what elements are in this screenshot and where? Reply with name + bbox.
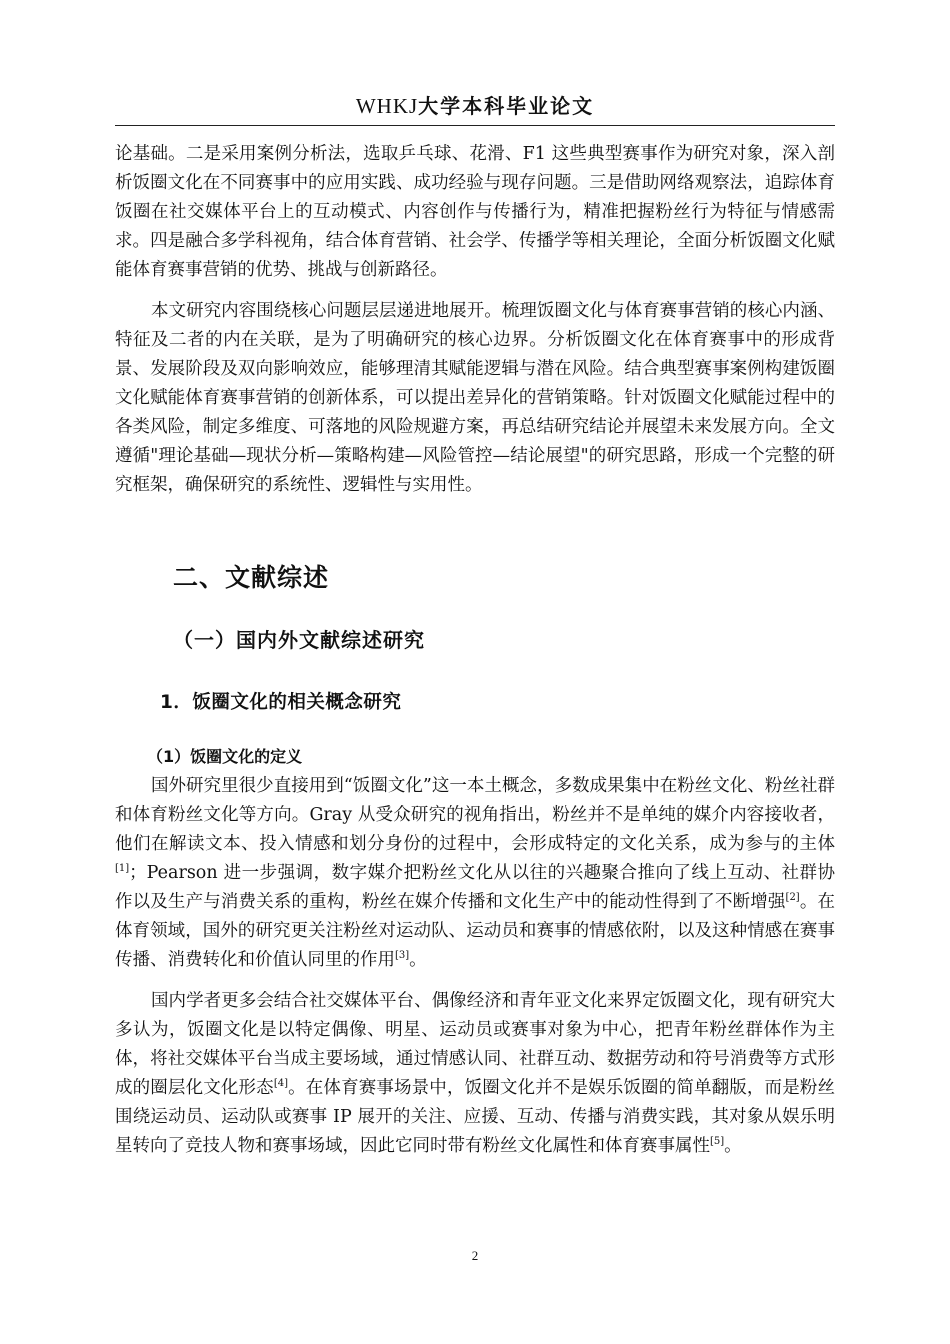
header-divider bbox=[115, 125, 835, 126]
chapter-heading: 二、文献综述 bbox=[173, 563, 330, 592]
header-thesis-title: 大学本科毕业论文 bbox=[418, 94, 595, 118]
citation-ref: [4] bbox=[273, 1078, 288, 1090]
citation-ref: [5] bbox=[710, 1136, 725, 1148]
paragraph-text: 国外研究里很少直接用到“饭圈文化”这一本土概念，多数成果集中在粉丝文化、粉丝社群和体育粉丝文化等方向。Gray 从受众研究的视角指出，粉丝并不是单纯的媒介内容接收者，他们在解读文本、投入情感和划分身份的过程中，会形成特定的文化关系，成为参与的主体 bbox=[115, 776, 835, 854]
section-heading: （一）国内外文献综述研究 bbox=[173, 628, 425, 652]
paragraph-foreign-research bbox=[115, 772, 835, 975]
citation-ref: [1] bbox=[115, 863, 130, 875]
subsubsection-heading: （1）饭圈文化的定义 bbox=[147, 747, 303, 766]
paragraph-domestic-research bbox=[115, 987, 835, 1161]
paragraph-text: ；Pearson 进一步强调，数字媒介把粉丝文化从以往的兴趣聚合推向了线上互动、社群协作以及生产与消费关系的重构，粉丝在媒介传播和文化生产中的能动性得到了不断增强 bbox=[115, 863, 835, 912]
subsection-heading: 1．饭圈文化的相关概念研究 bbox=[160, 692, 402, 713]
paragraph-text: 。 bbox=[409, 950, 427, 970]
header-school-code: WHKJ bbox=[355, 94, 419, 118]
page-number: 2 bbox=[471, 1248, 479, 1263]
paragraph-text: 。在体育赛事场景中，饭圈文化并不是娱乐饭圈的简单翻版，而是粉丝围绕运动员、运动队或赛事 IP 展开的关注、应援、互动、传播与消费实践，其对象从娱乐明星转向了竞技人物和赛事场域，因此它同时带有粉丝文化属性和体育赛事属性 bbox=[115, 1078, 835, 1156]
paragraph-methods-continued: 论基础。二是采用案例分析法，选取乒乓球、花滑、F1 这些典型赛事作为研究对象，深入剖析饭圈文化在不同赛事中的应用实践、成功经验与现存问题。三是借助网络观察法，追踪体育饭圈在社交媒体平台上的互动模式、内容创作与传播行为，精准把握粉丝行为特征与情感需求。四是融合多学科视角，结合体育营销、社会学、传播学等相关理论，全面分析饭圈文化赋能体育赛事营销的优势、挑战与创新路径。 bbox=[115, 144, 835, 280]
page-header bbox=[115, 92, 835, 120]
paragraph-research-content: 本文研究内容围绕核心问题层层递进地展开。梳理饭圈文化与体育赛事营销的核心内涵、特征及二者的内在关联，是为了明确研究的核心边界。分析饭圈文化在体育赛事中的形成背景、发展阶段及双向影响效应，能够理清其赋能逻辑与潜在风险。结合典型赛事案例构建饭圈文化赋能体育赛事营销的创新体系，可以提出差异化的营销策略。针对饭圈文化赋能过程中的各类风险，制定多维度、可落地的风险规避方案，再总结研究结论并展望未来发展方向。全文遵循"理论基础—现状分析—策略构建—风险管控—结论展望"的研究思路，形成一个完整的研究框架，确保研究的系统性、逻辑性与实用性。 bbox=[115, 301, 835, 495]
paragraph-text: 国内学者更多会结合社交媒体平台、偶像经济和青年亚文化来界定饭圈文化，现有研究大多认为，饭圈文化是以特定偶像、明星、运动员或赛事对象为中心，把青年粉丝群体作为主体，将社交媒体平台当成主要场域，通过情感认同、社群互动、数据劳动和符号消费等方式形成的圈层化文化形态 bbox=[115, 991, 835, 1098]
paragraph-text: 。 bbox=[724, 1136, 742, 1156]
citation-ref: [3] bbox=[395, 950, 410, 962]
citation-ref: [2] bbox=[785, 892, 800, 904]
paragraph-text: 。在体育领域，国外的研究更关注粉丝对运动队、运动员和赛事的情感依附，以及这种情感在赛事传播、消费转化和价值认同里的作用 bbox=[115, 892, 836, 970]
